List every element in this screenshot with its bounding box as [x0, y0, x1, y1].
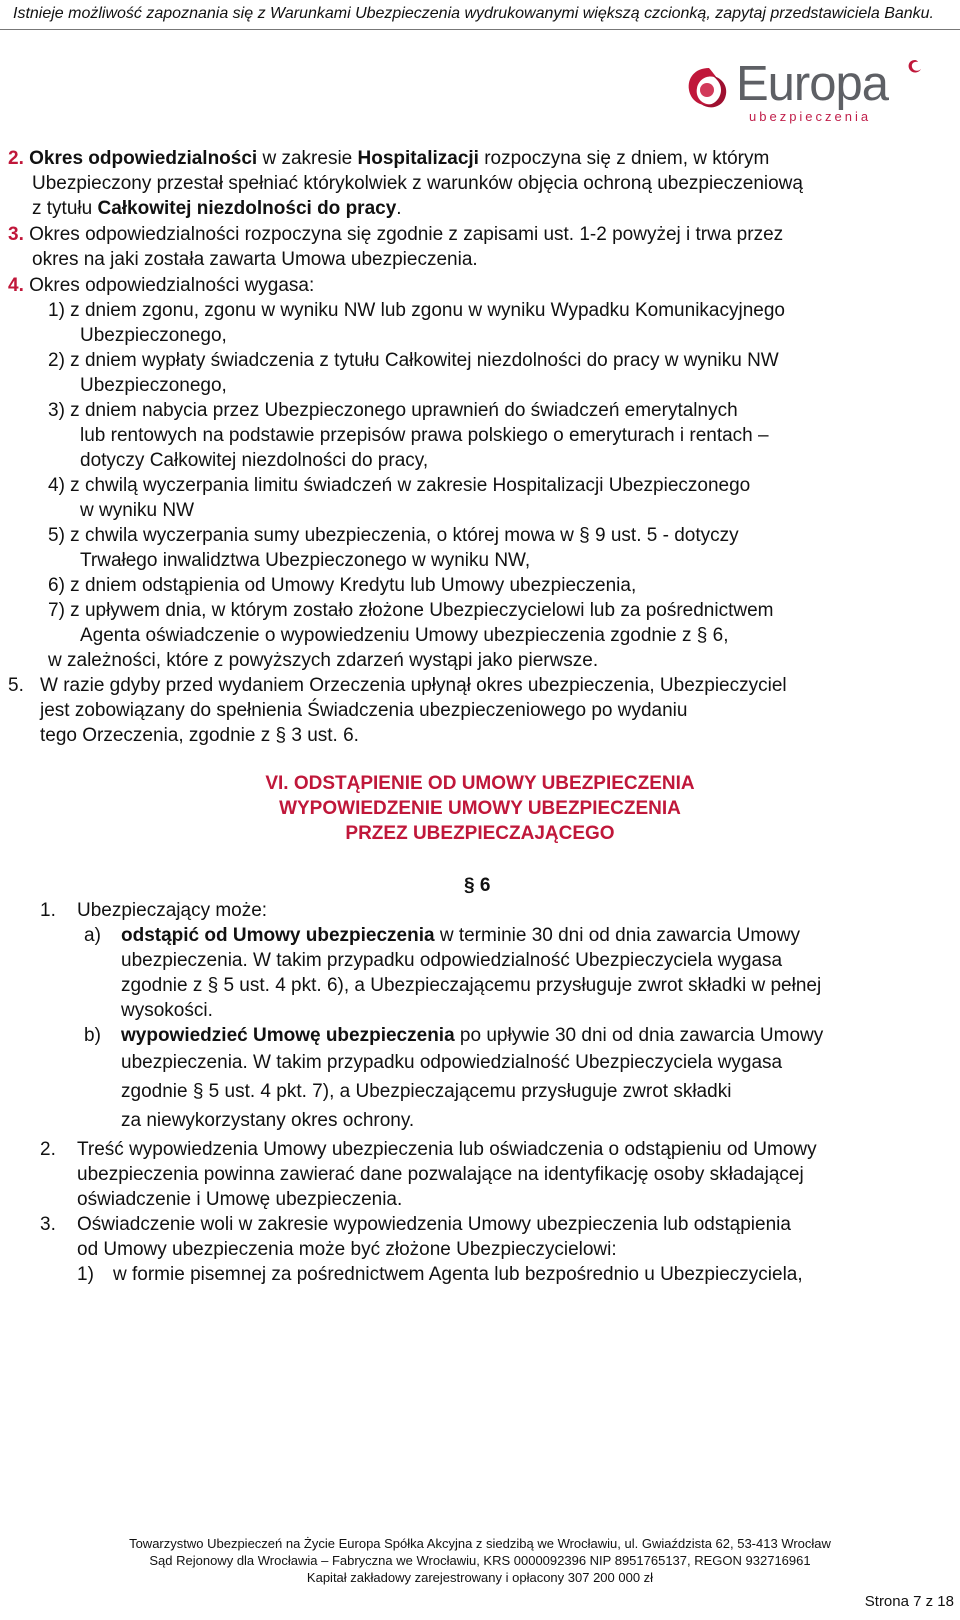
- paragraph-4-item-3-cont: lub rentowych na podstawie przepisów prawa polskiego o emeryturach i rentach –: [80, 425, 769, 446]
- paragraph-3-line-1: 3. Okres odpowiedzialności rozpoczyna się zgodnie z zapisami ust. 1-2 powyżej i trwa przez: [8, 224, 784, 245]
- s6-item-b-line-3: zgodnie § 5 ust. 4 pkt. 7), a Ubezpieczającemu przysługuje zwrot składki: [121, 1081, 732, 1102]
- paragraph-sign-6: § 6: [464, 875, 491, 896]
- europa-logo: [683, 58, 943, 128]
- paragraph-3-line-2: okres na jaki została zawarta Umowa ubezpieczenia.: [32, 249, 478, 270]
- logo-subtitle: ubezpieczenia: [749, 109, 872, 124]
- section-heading-line-3: PRZEZ UBEZPIECZAJĄCEGO: [345, 823, 615, 844]
- paragraph-4-item-6: 6) z dniem odstąpienia od Umowy Kredytu lub Umowy ubezpieczenia,: [48, 575, 637, 596]
- paragraph-2-line-3: z tytułu Całkowitej niezdolności do pracy.: [32, 198, 402, 219]
- paragraph-5-line-2: jest zobowiązany do spełnienia Świadczenia ubezpieczeniowego po wydaniu: [40, 700, 688, 721]
- section-heading-line-1: VI. ODSTĄPIENIE OD UMOWY UBEZPIECZENIA: [265, 773, 695, 794]
- large-print-notice-banner: Istnieje możliwość zapoznania się z Warunkami Ubezpieczenia wydrukowanymi większą czcionką, zapytaj przedstawiciela Banku.: [0, 0, 960, 30]
- s6-item-3-number: 3.: [40, 1214, 56, 1235]
- page-number: Strona 7 z 18: [864, 1593, 954, 1610]
- s6-item-a-line-4: wysokości.: [121, 1000, 213, 1021]
- paragraph-4-item-1-cont: Ubezpieczonego,: [80, 325, 227, 346]
- s6-item-2-line-3: oświadczenie i Umowę ubezpieczenia.: [77, 1189, 403, 1210]
- s6-item-1-number: 1.: [40, 900, 56, 921]
- paragraph-4-item-2: 2) z dniem wypłaty świadczenia z tytułu Całkowitej niezdolności do pracy w wyniku NW: [48, 350, 779, 371]
- paragraph-5-line-3: tego Orzeczenia, zgodnie z § 3 ust. 6.: [40, 725, 359, 746]
- paragraph-4-item-4-cont: w wyniku NW: [80, 500, 195, 521]
- s6-item-1-heading: Ubezpieczający może:: [77, 900, 268, 921]
- paragraph-4-tail: w zależności, które z powyższych zdarzeń wystąpi jako pierwsze.: [48, 650, 599, 671]
- logo-swirl-icon: [683, 62, 735, 114]
- paragraph-4-heading: 4. Okres odpowiedzialności wygasa:: [8, 275, 315, 296]
- s6-item-a-line-2: ubezpieczenia. W takim przypadku odpowiedzialność Ubezpieczyciela wygasa: [121, 950, 783, 971]
- s6-item-b-line-2: ubezpieczenia. W takim przypadku odpowiedzialność Ubezpieczyciela wygasa: [121, 1052, 783, 1073]
- s6-item-3-line-2: od Umowy ubezpieczenia może być złożone Ubezpieczycielowi:: [77, 1239, 617, 1260]
- paragraph-5-line-1: W razie gdyby przed wydaniem Orzeczenia upłynął okres ubezpieczenia, Ubezpieczyciel: [40, 675, 787, 696]
- s6-item-3-line-1: Oświadczenie woli w zakresie wypowiedzenia Umowy ubezpieczenia lub odstąpienia: [77, 1214, 791, 1235]
- paragraph-4-item-2-cont: Ubezpieczonego,: [80, 375, 227, 396]
- paragraph-5-number: 5.: [8, 675, 24, 696]
- footer-company-line: Towarzystwo Ubezpieczeń na Życie Europa Spółka Akcyjna z siedzibą we Wrocławiu, ul. Gwiaździsta 62, 53-413 Wrocław: [129, 1536, 831, 1551]
- paragraph-4-item-7-cont: Agenta oświadczenie o wypowiedzeniu Umowy ubezpieczenia zgodnie z § 6,: [80, 625, 729, 646]
- s6-item-b-line-4: za niewykorzystany okres ochrony.: [121, 1110, 415, 1131]
- logo-wordmark: Europa: [736, 57, 889, 111]
- s6-item-a-line-3: zgodnie z § 5 ust. 4 pkt. 6), a Ubezpieczającemu przysługuje zwrot składki w pełnej: [121, 975, 822, 996]
- paragraph-4-item-5: 5) z chwila wyczerpania sumy ubezpieczenia, o której mowa w § 9 ust. 5 - dotyczy: [48, 525, 739, 546]
- paragraph-4-item-1: 1) z dniem zgonu, zgonu w wyniku NW lub zgonu w wyniku Wypadku Komunikacyjnego: [48, 300, 785, 321]
- logo-dot-swirl-icon: [905, 58, 925, 78]
- s6-item-a-line-1: odstąpić od Umowy ubezpieczenia w terminie 30 dni od dnia zawarcia Umowy: [121, 925, 800, 946]
- s6-item-a-label: a): [84, 925, 101, 946]
- paragraph-2-line-2: Ubezpieczony przestał spełniać którykolwiek z warunków objęcia ochroną ubezpieczeniową: [32, 173, 803, 194]
- paragraph-4-item-4: 4) z chwilą wyczerpania limitu świadczeń w zakresie Hospitalizacji Ubezpieczonego: [48, 475, 751, 496]
- footer-court-line: Sąd Rejonowy dla Wrocławia – Fabryczna we Wrocławiu, KRS 0000092396 NIP 8951765137, REGON 932716961: [149, 1553, 811, 1568]
- s6-item-3-1-label: 1): [77, 1264, 94, 1285]
- paragraph-4-item-7: 7) z upływem dnia, w którym zostało złożone Ubezpieczycielowi lub za pośrednictwem: [48, 600, 774, 621]
- s6-item-b-label: b): [84, 1025, 101, 1046]
- s6-item-2-line-2: ubezpieczenia powinna zawierać dane pozwalające na identyfikację osoby składającej: [77, 1164, 804, 1185]
- s6-item-2-number: 2.: [40, 1139, 56, 1160]
- section-heading-line-2: WYPOWIEDZENIE UMOWY UBEZPIECZENIA: [279, 798, 681, 819]
- paragraph-2-line-1: 2. Okres odpowiedzialności w zakresie Hospitalizacji rozpoczyna się z dniem, w którym: [8, 148, 770, 169]
- paragraph-4-item-3-cont2: dotyczy Całkowitej niezdolności do pracy,: [80, 450, 429, 471]
- footer-capital-line: Kapitał zakładowy zarejestrowany i opłacony 307 200 000 zł: [306, 1570, 654, 1585]
- paragraph-4-item-3: 3) z dniem nabycia przez Ubezpieczonego uprawnień do świadczeń emerytalnych: [48, 400, 738, 421]
- s6-item-3-1-text: w formie pisemnej za pośrednictwem Agenta lub bezpośrednio u Ubezpieczyciela,: [113, 1264, 803, 1285]
- s6-item-b-line-1: wypowiedzieć Umowę ubezpieczenia po upływie 30 dni od dnia zawarcia Umowy: [121, 1025, 824, 1046]
- s6-item-2-line-1: Treść wypowiedzenia Umowy ubezpieczenia lub oświadczenia o odstąpieniu od Umowy: [77, 1139, 817, 1160]
- paragraph-4-item-5-cont: Trwałego inwalidztwa Ubezpieczonego w wyniku NW,: [80, 550, 531, 571]
